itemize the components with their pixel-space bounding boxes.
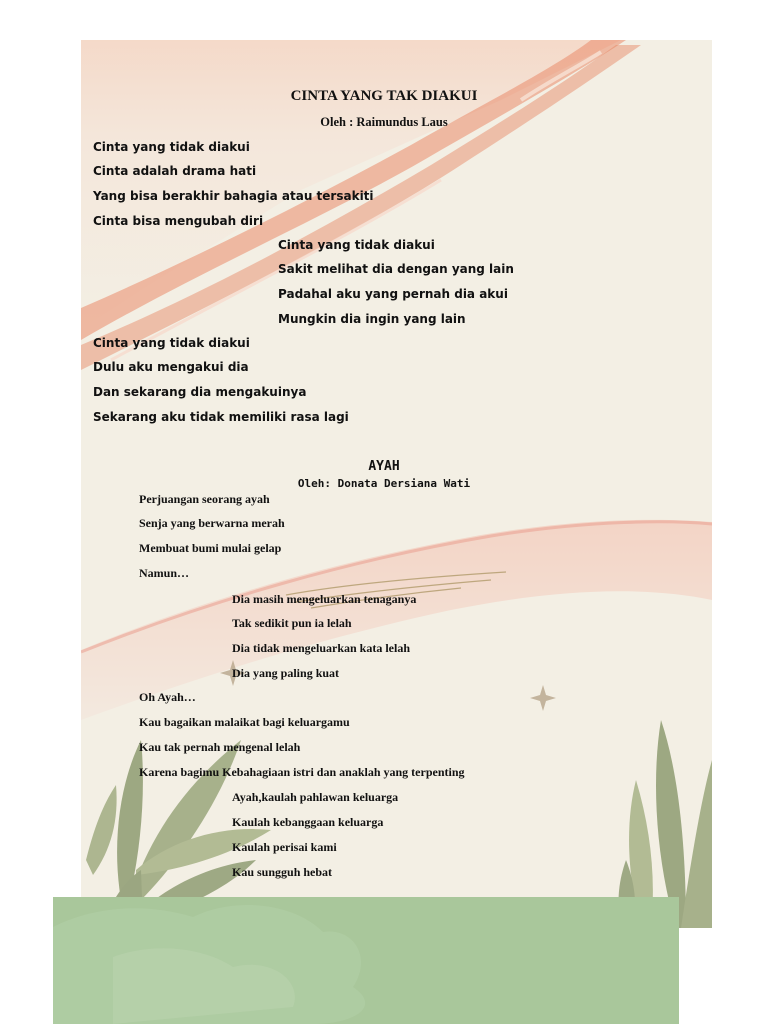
poem1-line: Sakit melihat dia dengan yang lain [278,262,514,276]
poem1-line: Cinta adalah drama hati [93,164,257,178]
poem2-author: Oleh: Donata Dersiana Wati [297,477,471,490]
poem1-line: Dulu aku mengakui dia [93,360,249,374]
cloud-decoration [53,897,679,1024]
poem1-line: Cinta yang tidak diakui [93,336,250,350]
poem2-line: Dia yang paling kuat [232,666,340,680]
green-footer-block [53,897,679,1024]
poem2-line: Kaulah perisai kami [232,840,337,854]
poem1-title: CINTA YANG TAK DIAKUI [290,88,478,104]
poem2-title: AYAH [368,459,400,474]
poem2-line: Karena bagimu Kebahagiaan istri dan anaklah yang terpenting [139,765,465,779]
paper-background [81,40,712,928]
poem1-line: Cinta yang tidak diakui [93,140,250,154]
poem2-line: Kau sungguh hebat [232,865,333,879]
poem2-line: Oh Ayah… [139,690,196,704]
poem2-line: Dia masih mengeluarkan tenaganya [232,592,417,606]
poem1-line: Sekarang aku tidak memiliki rasa lagi [93,410,349,424]
poem2-line: Kau bagaikan malaikat bagi keluargamu [139,715,350,729]
poem1-line: Mungkin dia ingin yang lain [278,312,466,326]
poem2-line: Kau tak pernah mengenal lelah [139,740,301,754]
poem1-line: Dan sekarang dia mengakuinya [93,385,307,399]
poem2-line: Dia tidak mengeluarkan kata lelah [232,641,411,655]
poem2-line: Kaulah kebanggaan keluarga [232,815,384,829]
poem1-line: Padahal aku yang pernah dia akui [278,287,508,301]
poem1-line: Cinta bisa mengubah diri [93,214,264,228]
poem2-line: Perjuangan seorang ayah [139,492,270,506]
poem2-line: Ayah,kaulah pahlawan keluarga [232,790,399,804]
poem1-author: Oleh : Raimundus Laus [320,115,448,129]
poem2-line: Tak sedikit pun ia lelah [232,616,352,630]
poem2-line: Membuat bumi mulai gelap [139,541,282,555]
poem1-line: Cinta yang tidak diakui [278,238,435,252]
poem2-line: Senja yang berwarna merah [139,516,285,530]
poem2-line: Namun… [139,566,190,580]
poem1-line: Yang bisa berakhir bahagia atau tersakiti [93,189,374,203]
